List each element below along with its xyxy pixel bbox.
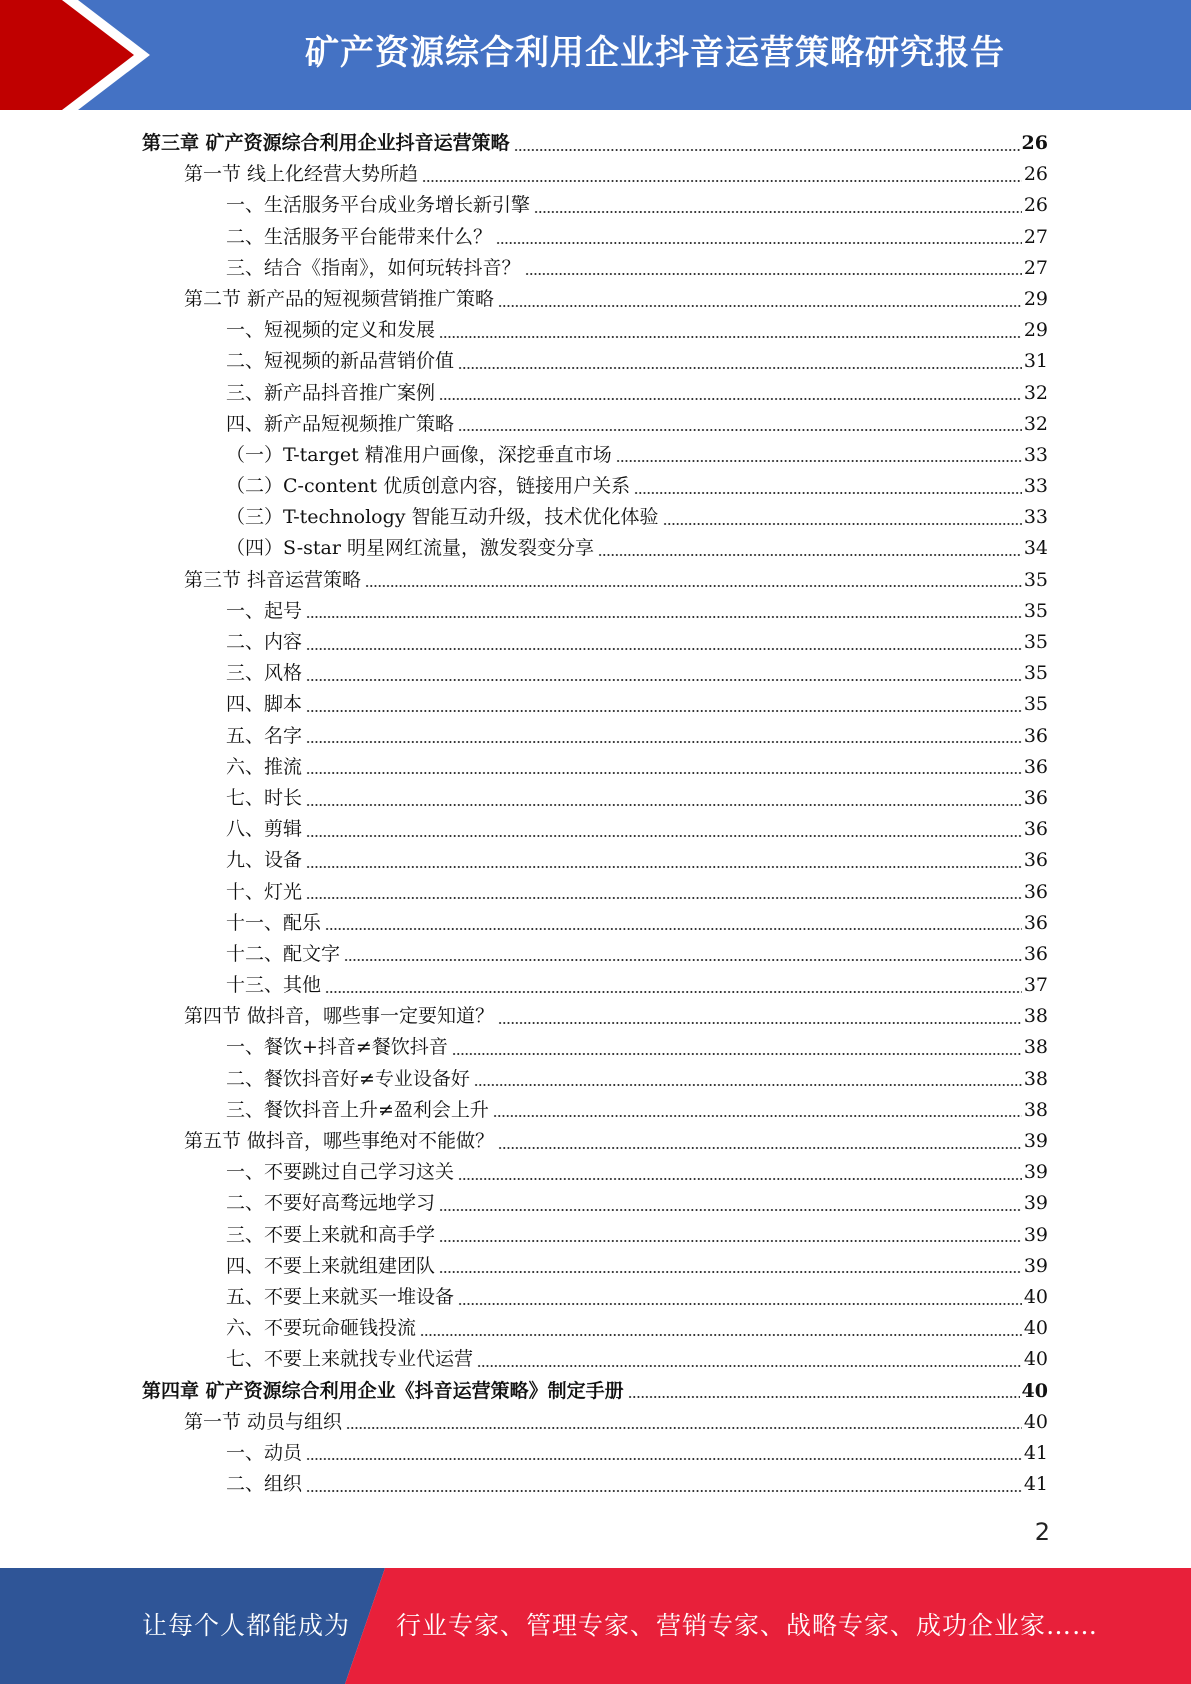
toc-entry[interactable] bbox=[142, 253, 1048, 284]
toc-entry-title: 一、短视频的定义和发展 bbox=[226, 319, 436, 342]
toc-entry[interactable] bbox=[142, 908, 1048, 939]
toc-entry-title: 二、生活服务平台能带来什么？ bbox=[226, 225, 493, 248]
toc-dot-leader bbox=[634, 492, 1022, 494]
toc-entry-title: 十一、配乐 bbox=[226, 911, 322, 934]
document-title: 矿产资源综合利用企业抖音运营策略研究报告 bbox=[305, 33, 1005, 73]
toc-dot-leader bbox=[306, 741, 1022, 743]
toc-entry-title: 十、灯光 bbox=[226, 880, 303, 903]
toc-entry-title: 三、餐饮抖音上升≠盈利会上升 bbox=[226, 1098, 489, 1121]
toc-entry[interactable] bbox=[142, 502, 1048, 533]
toc-entry-title: 一、生活服务平台成业务增长新引擎 bbox=[226, 194, 531, 217]
toc-entry-page: 39 bbox=[1023, 1161, 1048, 1184]
toc-dot-leader bbox=[306, 866, 1022, 868]
toc-dot-leader bbox=[514, 149, 1020, 151]
toc-entry[interactable] bbox=[142, 159, 1048, 190]
toc-dot-leader bbox=[439, 398, 1022, 400]
toc-entry[interactable] bbox=[142, 1282, 1048, 1313]
toc-entry-title: （三）T-technology 智能互动升级，技术优化体验 bbox=[226, 506, 659, 529]
toc-entry-title: 二、短视频的新品营销价值 bbox=[226, 350, 455, 373]
toc-entry-page: 32 bbox=[1023, 381, 1048, 404]
toc-entry[interactable] bbox=[142, 689, 1048, 720]
toc-entry-title: 第五节 做抖音，哪些事绝对不能做？ bbox=[184, 1130, 495, 1152]
toc-dot-leader bbox=[498, 1022, 1022, 1024]
toc-entry-page: 35 bbox=[1023, 568, 1048, 591]
toc-entry-page: 38 bbox=[1023, 1067, 1048, 1090]
toc-entry-page: 36 bbox=[1023, 818, 1048, 841]
toc-entry-page: 37 bbox=[1023, 974, 1048, 997]
toc-dot-leader bbox=[306, 1490, 1022, 1492]
footer-slogan-right: 行业专家、管理专家、营销专家、战略专家、成功企业家…… bbox=[396, 1611, 1099, 1640]
toc-entry-title: （一）T-target 精准用户画像，深挖垂直市场 bbox=[226, 443, 612, 466]
toc-dot-leader bbox=[365, 585, 1022, 587]
toc-entry-page: 39 bbox=[1023, 1130, 1048, 1152]
toc-entry[interactable] bbox=[142, 440, 1048, 471]
toc-entry-page: 40 bbox=[1021, 1379, 1048, 1402]
toc-entry-page: 40 bbox=[1023, 1317, 1048, 1340]
toc-dot-leader bbox=[325, 991, 1022, 993]
toc-entry-title: 三、风格 bbox=[226, 662, 303, 685]
header-banner bbox=[0, 0, 1191, 110]
toc-entry-page: 26 bbox=[1021, 132, 1048, 154]
toc-entry-page: 27 bbox=[1023, 256, 1048, 279]
toc-entry[interactable] bbox=[142, 315, 1048, 346]
toc-dot-leader bbox=[306, 835, 1022, 837]
toc-entry-page: 41 bbox=[1023, 1441, 1048, 1464]
toc-entry-title: 五、不要上来就买一堆设备 bbox=[226, 1285, 455, 1308]
toc-entry-title: 二、内容 bbox=[226, 631, 303, 653]
toc-dot-leader bbox=[306, 616, 1022, 618]
toc-dot-leader bbox=[306, 1458, 1022, 1460]
toc-dot-leader bbox=[458, 1303, 1022, 1305]
toc-entry[interactable] bbox=[142, 627, 1048, 658]
toc-dot-leader bbox=[306, 679, 1022, 681]
toc-entry-title: 六、不要玩命砸钱投流 bbox=[226, 1317, 417, 1340]
toc-entry-page: 34 bbox=[1023, 537, 1048, 560]
toc-entry[interactable] bbox=[142, 721, 1048, 752]
toc-entry[interactable] bbox=[142, 1064, 1048, 1095]
toc-entry-title: 五、名字 bbox=[226, 724, 303, 747]
toc-entry[interactable] bbox=[142, 1376, 1048, 1407]
toc-dot-leader bbox=[628, 1396, 1020, 1398]
toc-entry-page: 31 bbox=[1023, 350, 1048, 373]
toc-entry-page: 35 bbox=[1023, 631, 1048, 653]
toc-entry[interactable] bbox=[142, 970, 1048, 1001]
toc-dot-leader bbox=[439, 336, 1022, 338]
toc-dot-leader bbox=[306, 804, 1022, 806]
toc-entry-title: 二、餐饮抖音好≠专业设备好 bbox=[226, 1067, 470, 1090]
toc-entry[interactable] bbox=[142, 409, 1048, 440]
toc-entry-title: 四、不要上来就组建团队 bbox=[226, 1254, 436, 1277]
toc-entry-title: 四、脚本 bbox=[226, 693, 303, 716]
toc-entry[interactable] bbox=[142, 190, 1048, 221]
toc-entry-page: 41 bbox=[1023, 1473, 1048, 1496]
toc-entry-page: 36 bbox=[1023, 942, 1048, 965]
toc-entry[interactable] bbox=[142, 346, 1048, 377]
toc-entry[interactable] bbox=[142, 1469, 1048, 1500]
toc-dot-leader bbox=[525, 273, 1022, 275]
toc-entry-page: 29 bbox=[1023, 287, 1048, 310]
toc-entry-title: 六、推流 bbox=[226, 755, 303, 778]
toc-dot-leader bbox=[598, 554, 1022, 556]
toc-entry-page: 40 bbox=[1023, 1348, 1048, 1371]
toc-entry-page: 38 bbox=[1023, 1005, 1048, 1028]
toc-dot-leader bbox=[616, 460, 1022, 462]
toc-dot-leader bbox=[344, 959, 1022, 961]
toc-entry[interactable] bbox=[142, 1126, 1048, 1157]
toc-entry[interactable] bbox=[142, 1095, 1048, 1126]
toc-dot-leader bbox=[439, 1271, 1022, 1273]
toc-entry-title: 二、不要好高骛远地学习 bbox=[226, 1192, 436, 1215]
toc-dot-leader bbox=[458, 367, 1022, 369]
toc-dot-leader bbox=[452, 1053, 1022, 1055]
toc-entry[interactable] bbox=[142, 752, 1048, 783]
toc-dot-leader bbox=[306, 710, 1022, 712]
toc-entry[interactable] bbox=[142, 814, 1048, 845]
toc-entry-page: 33 bbox=[1023, 443, 1048, 466]
toc-dot-leader bbox=[306, 897, 1022, 899]
toc-entry-page: 26 bbox=[1023, 194, 1048, 217]
toc-entry-page: 36 bbox=[1023, 849, 1048, 872]
toc-entry-title: 一、不要跳过自己学习这关 bbox=[226, 1161, 455, 1184]
toc-entry[interactable] bbox=[142, 877, 1048, 908]
toc-dot-leader bbox=[477, 1365, 1022, 1367]
toc-entry[interactable] bbox=[142, 1251, 1048, 1282]
toc-entry-title: 二、组织 bbox=[226, 1473, 303, 1496]
toc-dot-leader bbox=[325, 928, 1022, 930]
toc-entry-page: 38 bbox=[1023, 1098, 1048, 1121]
toc-entry-title: 第四章 矿产资源综合利用企业《抖音运营策略》制定手册 bbox=[142, 1379, 624, 1402]
toc-dot-leader bbox=[420, 1334, 1022, 1336]
toc-entry[interactable] bbox=[142, 471, 1048, 502]
toc-entry-page: 39 bbox=[1023, 1192, 1048, 1215]
page-number: 2 bbox=[1034, 1518, 1050, 1546]
footer-banner bbox=[0, 1568, 1191, 1684]
toc-entry[interactable] bbox=[142, 222, 1048, 253]
toc-entry-title: 第三章 矿产资源综合利用企业抖音运营策略 bbox=[142, 132, 510, 154]
toc-entry-page: 36 bbox=[1023, 724, 1048, 747]
toc-entry-page: 35 bbox=[1023, 599, 1048, 622]
toc-dot-leader bbox=[439, 1240, 1022, 1242]
toc-entry-page: 33 bbox=[1023, 506, 1048, 529]
toc-entry[interactable] bbox=[142, 596, 1048, 627]
toc-dot-leader bbox=[498, 1147, 1022, 1149]
toc-entry-title: 一、餐饮+抖音≠餐饮抖音 bbox=[226, 1036, 448, 1059]
toc-dot-leader bbox=[493, 1115, 1022, 1117]
toc-entry-title: 七、时长 bbox=[226, 786, 303, 809]
toc-dot-leader bbox=[474, 1084, 1022, 1086]
toc-entry[interactable] bbox=[142, 1188, 1048, 1219]
toc-entry-page: 27 bbox=[1023, 225, 1048, 248]
toc-entry-page: 35 bbox=[1023, 662, 1048, 685]
toc-entry[interactable] bbox=[142, 1344, 1048, 1375]
toc-entry[interactable] bbox=[142, 1438, 1048, 1469]
toc-dot-leader bbox=[534, 211, 1022, 213]
toc-dot-leader bbox=[458, 1178, 1022, 1180]
footer-slogan-left: 让每个人都能成为 bbox=[142, 1611, 351, 1640]
toc-entry-page: 39 bbox=[1023, 1223, 1048, 1246]
toc-entry-title: 九、设备 bbox=[226, 849, 303, 872]
toc-entry-page: 36 bbox=[1023, 755, 1048, 778]
toc-entry-title: 十二、配文字 bbox=[226, 942, 341, 965]
toc-entry-title: 第一节 线上化经营大势所趋 bbox=[184, 163, 419, 186]
toc-entry-title: 第三节 抖音运营策略 bbox=[184, 568, 362, 591]
toc-entry-page: 29 bbox=[1023, 319, 1048, 342]
toc-dot-leader bbox=[346, 1427, 1022, 1429]
table-of-contents bbox=[142, 128, 1048, 1500]
toc-entry[interactable] bbox=[142, 378, 1048, 409]
toc-entry[interactable] bbox=[142, 1157, 1048, 1188]
toc-entry-page: 36 bbox=[1023, 911, 1048, 934]
toc-entry-page: 36 bbox=[1023, 786, 1048, 809]
toc-entry[interactable] bbox=[142, 284, 1048, 315]
toc-entry[interactable] bbox=[142, 658, 1048, 689]
toc-entry-title: 第一节 动员与组织 bbox=[184, 1410, 343, 1433]
toc-dot-leader bbox=[663, 523, 1022, 525]
toc-entry-page: 36 bbox=[1023, 880, 1048, 903]
toc-entry-title: 一、动员 bbox=[226, 1441, 303, 1464]
toc-entry-title: 十三、其他 bbox=[226, 974, 322, 997]
toc-entry[interactable] bbox=[142, 128, 1048, 159]
toc-entry-page: 40 bbox=[1023, 1410, 1048, 1433]
toc-entry-title: （四）S-star 明星网红流量，激发裂变分享 bbox=[226, 537, 594, 560]
toc-entry[interactable] bbox=[142, 1220, 1048, 1251]
toc-entry-title: 三、新产品抖音推广案例 bbox=[226, 381, 436, 404]
toc-entry-title: 一、起号 bbox=[226, 599, 303, 622]
toc-entry[interactable] bbox=[142, 1407, 1048, 1438]
toc-dot-leader bbox=[306, 648, 1022, 650]
toc-dot-leader bbox=[458, 429, 1022, 431]
toc-entry-title: 三、结合《指南》，如何玩转抖音？ bbox=[226, 256, 521, 279]
toc-dot-leader bbox=[439, 1209, 1022, 1211]
toc-entry-page: 40 bbox=[1023, 1285, 1048, 1308]
toc-entry-page: 38 bbox=[1023, 1036, 1048, 1059]
toc-entry-title: 七、不要上来就找专业代运营 bbox=[226, 1348, 474, 1371]
toc-entry[interactable] bbox=[142, 533, 1048, 564]
toc-entry-title: 四、新产品短视频推广策略 bbox=[226, 412, 455, 435]
toc-entry-page: 35 bbox=[1023, 693, 1048, 716]
toc-entry-page: 26 bbox=[1023, 163, 1048, 186]
toc-entry[interactable] bbox=[142, 845, 1048, 876]
toc-entry[interactable] bbox=[142, 1032, 1048, 1063]
toc-entry-page: 33 bbox=[1023, 475, 1048, 498]
toc-entry[interactable] bbox=[142, 565, 1048, 596]
toc-dot-leader bbox=[306, 772, 1022, 774]
toc-entry-title: 第四节 做抖音，哪些事一定要知道？ bbox=[184, 1005, 495, 1028]
toc-entry[interactable] bbox=[142, 1313, 1048, 1344]
toc-entry-title: 三、不要上来就和高手学 bbox=[226, 1223, 436, 1246]
toc-entry-page: 32 bbox=[1023, 412, 1048, 435]
toc-entry[interactable] bbox=[142, 783, 1048, 814]
toc-dot-leader bbox=[422, 180, 1022, 182]
toc-entry-title: 八、剪辑 bbox=[226, 818, 303, 841]
toc-entry-title: （二）C-content 优质创意内容，链接用户关系 bbox=[226, 475, 631, 498]
toc-entry[interactable] bbox=[142, 939, 1048, 970]
toc-entry[interactable] bbox=[142, 1001, 1048, 1032]
toc-dot-leader bbox=[498, 305, 1022, 307]
toc-entry-page: 39 bbox=[1023, 1254, 1048, 1277]
toc-entry-title: 第二节 新产品的短视频营销推广策略 bbox=[184, 287, 495, 310]
toc-dot-leader bbox=[496, 242, 1022, 244]
